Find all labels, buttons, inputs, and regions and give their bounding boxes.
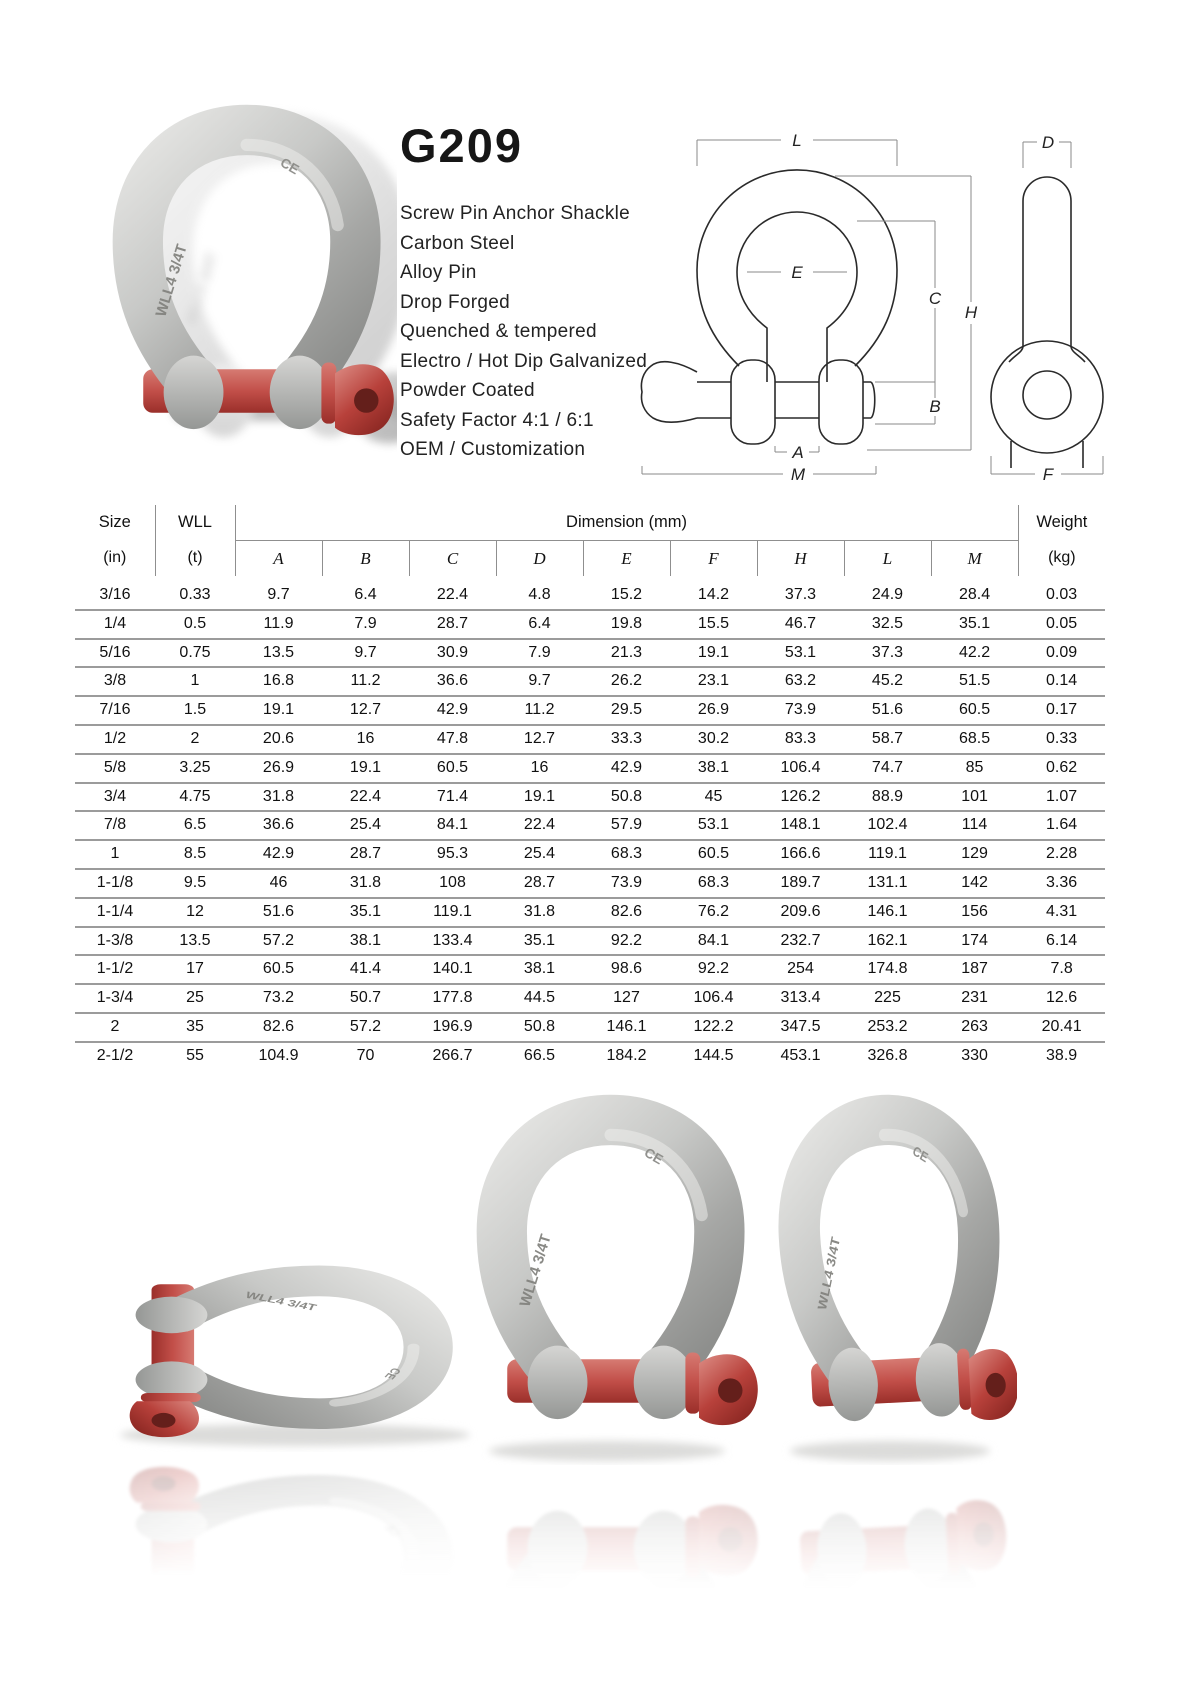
spec-cell: 126.2 — [757, 783, 844, 812]
spec-cell: 19.1 — [322, 754, 409, 783]
spec-cell: 146.1 — [583, 1013, 670, 1042]
contact-shadow — [790, 1441, 990, 1461]
spec-row — [75, 667, 1105, 696]
spec-cell: 82.6 — [583, 898, 670, 927]
spec-cell: 0.17 — [1018, 696, 1105, 725]
spec-row — [75, 754, 1105, 783]
spec-cell: 0.05 — [1018, 610, 1105, 639]
spec-cell: 119.1 — [844, 840, 931, 869]
spec-cell: 60.5 — [670, 840, 757, 869]
spec-cell: 9.7 — [322, 639, 409, 668]
spec-cell: 3/4 — [75, 783, 155, 812]
spec-cell: 177.8 — [409, 984, 496, 1013]
spec-cell: 1-1/8 — [75, 869, 155, 898]
spec-row — [75, 1013, 1105, 1042]
spec-cell: 68.5 — [931, 725, 1018, 754]
front-view-drawing — [635, 100, 985, 485]
spec-cell: 58.7 — [844, 725, 931, 754]
spec-cell: 0.14 — [1018, 667, 1105, 696]
spec-table — [75, 505, 1105, 1070]
spec-cell: 25 — [155, 984, 235, 1013]
spec-row — [75, 576, 1105, 610]
spec-cell: 1/2 — [75, 725, 155, 754]
col-dim-f: F — [670, 541, 757, 577]
spec-cell: 30.9 — [409, 639, 496, 668]
spec-cell: 37.3 — [784, 586, 817, 603]
dimension-lines — [642, 140, 971, 474]
spec-cell: 22.4 — [496, 811, 583, 840]
spec-cell: 60.5 — [931, 696, 1018, 725]
spec-cell: 0.62 — [1018, 754, 1105, 783]
spec-cell: 6.14 — [1018, 927, 1105, 956]
spec-row — [75, 725, 1105, 754]
spec-cell: 26.9 — [670, 696, 757, 725]
spec-cell: 2 — [75, 1013, 155, 1042]
spec-cell: 347.5 — [757, 1013, 844, 1042]
spec-cell: 225 — [844, 984, 931, 1013]
spec-cell: 95.3 — [409, 840, 496, 869]
spec-cell: 101 — [931, 783, 1018, 812]
spec-cell: 92.2 — [583, 927, 670, 956]
spec-cell: 156 — [931, 898, 1018, 927]
spec-cell: 0.33 — [1018, 725, 1105, 754]
spec-row — [75, 811, 1105, 840]
product-title: G209 — [400, 119, 523, 172]
spec-cell: 313.4 — [757, 984, 844, 1013]
feature-item: Electro / Hot Dip Galvanized — [400, 350, 648, 372]
spec-cell: 36.6 — [409, 667, 496, 696]
spec-cell: 4.31 — [1018, 898, 1105, 927]
spec-cell: 102.4 — [844, 811, 931, 840]
spec-cell: 76.2 — [670, 898, 757, 927]
spec-cell: 119.1 — [409, 898, 496, 927]
spec-cell: 254 — [757, 955, 844, 984]
spec-cell: 9.5 — [155, 869, 235, 898]
spec-cell: 45.2 — [844, 667, 931, 696]
spec-cell: 11.9 — [235, 610, 322, 639]
spec-cell: 7.9 — [496, 639, 583, 668]
dim-label-d: D — [1041, 133, 1055, 152]
spec-cell: 453.1 — [757, 1042, 844, 1070]
shackle-photo-front — [455, 1085, 765, 1465]
spec-cell: 35.1 — [931, 610, 1018, 639]
spec-cell: 0.5 — [155, 610, 235, 639]
spec-cell: 73.9 — [757, 696, 844, 725]
spec-cell: 66.5 — [496, 1042, 583, 1070]
spec-cell: 1-3/8 — [75, 927, 155, 956]
spec-cell: 21.3 — [583, 639, 670, 668]
spec-cell: 22.4 — [436, 586, 469, 603]
spec-cell: 68.3 — [583, 840, 670, 869]
gallery-photo-lying — [85, 1252, 485, 1652]
spec-cell: 50.8 — [496, 1013, 583, 1042]
spec-cell: 6.5 — [155, 811, 235, 840]
contact-shadow — [489, 1441, 725, 1461]
spec-cell: 25.4 — [322, 811, 409, 840]
spec-cell: 146.1 — [844, 898, 931, 927]
spec-cell: 60.5 — [235, 955, 322, 984]
spec-cell: 184.2 — [583, 1042, 670, 1070]
col-weight-unit: (kg) — [1018, 541, 1105, 577]
dim-label-b: B — [929, 397, 941, 416]
spec-cell: 174 — [931, 927, 1018, 956]
spec-cell: 0.03 — [1046, 586, 1078, 603]
spec-cell: 57.2 — [235, 927, 322, 956]
spec-cell: 60.5 — [409, 754, 496, 783]
spec-cell: 85 — [931, 754, 1018, 783]
spec-cell: 38.1 — [670, 754, 757, 783]
spec-cell: 16 — [496, 754, 583, 783]
spec-cell: 53.1 — [670, 811, 757, 840]
spec-row — [75, 898, 1105, 927]
spec-cell: 12 — [155, 898, 235, 927]
spec-cell: 1 — [75, 840, 155, 869]
feature-item: Quenched & tempered — [400, 321, 597, 342]
spec-cell: 32.5 — [844, 610, 931, 639]
spec-cell: 148.1 — [757, 811, 844, 840]
spec-cell: 84.1 — [670, 927, 757, 956]
spec-row — [75, 955, 1105, 984]
col-dim-h: H — [757, 541, 844, 577]
dim-label-a: A — [792, 443, 804, 462]
spec-cell: 51.5 — [931, 667, 1018, 696]
spec-cell: 2 — [155, 725, 235, 754]
spec-cell: 51.6 — [235, 898, 322, 927]
feature-item: Screw Pin Anchor Shackle — [400, 203, 631, 224]
spec-cell: 15.2 — [610, 586, 643, 603]
shackle-photo-lying — [85, 1252, 485, 1452]
spec-cell: 55 — [155, 1042, 235, 1070]
col-dimension-group: Dimension (mm) — [235, 505, 1018, 541]
spec-cell: 68.3 — [670, 869, 757, 898]
col-size: Size — [75, 505, 155, 541]
spec-cell: 106.4 — [670, 984, 757, 1013]
spec-cell: 7.9 — [322, 610, 409, 639]
dim-label-h: H — [964, 303, 978, 322]
spec-cell: 98.6 — [583, 955, 670, 984]
spec-cell: 20.41 — [1018, 1013, 1105, 1042]
spec-cell: 35.1 — [496, 927, 583, 956]
spec-cell: 9.7 — [267, 586, 290, 603]
spec-row — [75, 927, 1105, 956]
spec-cell: 196.9 — [409, 1013, 496, 1042]
spec-cell: 187 — [931, 955, 1018, 984]
spec-cell: 129 — [931, 840, 1018, 869]
front-outline — [641, 170, 897, 444]
col-weight: Weight — [1018, 505, 1105, 541]
spec-cell: 11.2 — [322, 667, 409, 696]
spec-cell: 15.5 — [670, 610, 757, 639]
spec-cell: 70 — [322, 1042, 409, 1070]
col-wll: WLL — [155, 505, 235, 541]
spec-cell: 0.33 — [179, 586, 211, 603]
spec-cell: 16 — [322, 725, 409, 754]
spec-cell: 133.4 — [409, 927, 496, 956]
spec-cell: 232.7 — [757, 927, 844, 956]
spec-cell: 38.9 — [1018, 1042, 1105, 1070]
col-dim-l: L — [844, 541, 931, 577]
feature-item: Drop Forged — [400, 291, 510, 313]
spec-cell: 12.7 — [322, 696, 409, 725]
spec-cell: 37.3 — [844, 639, 931, 668]
spec-cell: 1-1/2 — [75, 955, 155, 984]
feature-list — [400, 199, 650, 465]
col-dim-a: A — [235, 541, 322, 577]
spec-cell: 108 — [409, 869, 496, 898]
spec-cell: 71.4 — [409, 783, 496, 812]
spec-cell: 209.6 — [757, 898, 844, 927]
spec-cell: 12.6 — [1018, 984, 1105, 1013]
spec-table-section — [75, 505, 1105, 1070]
header-row-groups — [75, 505, 1105, 541]
reflection-front — [455, 1465, 765, 1665]
spec-cell: 28.7 — [409, 610, 496, 639]
spec-cell: 38.1 — [496, 955, 583, 984]
spec-cell: 266.7 — [409, 1042, 496, 1070]
gallery-photo-angled — [762, 1085, 1017, 1665]
spec-cell: 42.9 — [235, 840, 322, 869]
dim-label-m: M — [790, 465, 806, 484]
spec-row — [75, 1042, 1105, 1070]
spec-cell: 142 — [931, 869, 1018, 898]
spec-cell: 74.7 — [844, 754, 931, 783]
header-row-units — [75, 541, 1105, 577]
spec-cell: 41.4 — [322, 955, 409, 984]
feature-item: Alloy Pin — [400, 262, 477, 283]
spec-cell: 57.9 — [583, 811, 670, 840]
spec-cell: 1 — [155, 667, 235, 696]
spec-cell: 35.1 — [322, 898, 409, 927]
spec-cell: 3.25 — [155, 754, 235, 783]
col-dim-m: M — [967, 548, 982, 568]
spec-cell: 1-1/4 — [75, 898, 155, 927]
spec-cell: 16.8 — [235, 667, 322, 696]
spec-cell: 5/16 — [75, 639, 155, 668]
spec-table-body — [75, 576, 1105, 1070]
dim-label-c: C — [928, 289, 942, 308]
spec-cell: 53.1 — [757, 639, 844, 668]
spec-cell: 24.9 — [871, 586, 904, 603]
spec-cell: 6.4 — [496, 610, 583, 639]
spec-cell: 23.1 — [670, 667, 757, 696]
spec-cell: 19.1 — [235, 696, 322, 725]
col-dim-b: B — [322, 541, 409, 577]
spec-cell: 6.4 — [354, 586, 377, 603]
spec-row — [75, 639, 1105, 668]
spec-cell: 26.2 — [583, 667, 670, 696]
spec-cell: 4.8 — [528, 586, 551, 603]
gallery-photo-front — [455, 1085, 765, 1665]
spec-cell: 17 — [155, 955, 235, 984]
spec-cell: 31.8 — [496, 898, 583, 927]
spec-cell: 330 — [931, 1042, 1018, 1070]
spec-row — [75, 696, 1105, 725]
side-outline — [991, 177, 1103, 468]
product-photo-main — [85, 92, 397, 474]
spec-cell: 22.4 — [322, 783, 409, 812]
spec-cell: 25.4 — [496, 840, 583, 869]
spec-cell: 19.1 — [496, 783, 583, 812]
spec-cell: 3/16 — [99, 586, 131, 603]
spec-cell: 28.7 — [322, 840, 409, 869]
side-dimension-lines — [991, 142, 1103, 474]
spec-cell: 26.9 — [235, 754, 322, 783]
spec-cell: 0.09 — [1018, 639, 1105, 668]
spec-cell: 92.2 — [670, 955, 757, 984]
spec-cell: 20.6 — [235, 725, 322, 754]
spec-cell: 12.7 — [496, 725, 583, 754]
spec-cell: 131.1 — [844, 869, 931, 898]
spec-cell: 11.2 — [496, 696, 583, 725]
feature-item: OEM / Customization — [400, 439, 586, 460]
spec-cell: 127 — [583, 984, 670, 1013]
spec-cell: 3.36 — [1018, 869, 1105, 898]
spec-cell: 162.1 — [844, 927, 931, 956]
spec-cell: 0.75 — [155, 639, 235, 668]
pin-head-outline — [641, 362, 697, 422]
spec-cell: 3/8 — [75, 667, 155, 696]
spec-row — [75, 984, 1105, 1013]
shackle-photo-angled — [762, 1085, 1017, 1465]
spec-cell: 1-3/4 — [75, 984, 155, 1013]
dim-label-f: F — [1042, 465, 1054, 484]
spec-cell: 38.1 — [322, 927, 409, 956]
spec-cell: 19.8 — [583, 610, 670, 639]
spec-cell: 1/4 — [75, 610, 155, 639]
spec-cell: 42.9 — [409, 696, 496, 725]
spec-cell: 13.5 — [235, 639, 322, 668]
spec-cell: 9.7 — [496, 667, 583, 696]
spec-row — [75, 610, 1105, 639]
spec-cell: 46.7 — [757, 610, 844, 639]
spec-row — [75, 869, 1105, 898]
feature-item: Carbon Steel — [400, 232, 515, 254]
side-view-drawing — [985, 100, 1120, 485]
spec-table-head — [75, 505, 1105, 576]
spec-cell: 35 — [155, 1013, 235, 1042]
spec-cell: 144.5 — [670, 1042, 757, 1070]
spec-cell: 253.2 — [844, 1013, 931, 1042]
spec-cell: 33.3 — [583, 725, 670, 754]
spec-cell: 166.6 — [757, 840, 844, 869]
col-dim-e: E — [583, 541, 670, 577]
spec-cell: 5/8 — [75, 754, 155, 783]
spec-cell: 63.2 — [757, 667, 844, 696]
spec-cell: 4.75 — [155, 783, 235, 812]
spec-cell: 31.8 — [235, 783, 322, 812]
spec-cell: 84.1 — [409, 811, 496, 840]
col-size-unit: (in) — [75, 541, 155, 577]
reflection-angled — [762, 1465, 1017, 1665]
spec-cell: 47.8 — [409, 725, 496, 754]
spec-cell: 50.7 — [322, 984, 409, 1013]
spec-cell: 88.9 — [844, 783, 931, 812]
spec-cell: 189.7 — [757, 869, 844, 898]
spec-cell: 28.7 — [496, 869, 583, 898]
spec-cell: 42.2 — [931, 639, 1018, 668]
col-wll-unit: (t) — [155, 541, 235, 577]
spec-cell: 7/16 — [75, 696, 155, 725]
spec-cell: 13.5 — [155, 927, 235, 956]
spec-cell: 1.5 — [155, 696, 235, 725]
spec-row — [75, 840, 1105, 869]
spec-cell: 82.6 — [235, 1013, 322, 1042]
spec-cell: 104.9 — [235, 1042, 322, 1070]
spec-cell: 29.5 — [583, 696, 670, 725]
spec-cell: 50.8 — [583, 783, 670, 812]
spec-row — [75, 783, 1105, 812]
spec-cell: 45 — [670, 783, 757, 812]
feature-item: Safety Factor 4:1 / 6:1 — [400, 409, 594, 431]
spec-cell: 1.64 — [1018, 811, 1105, 840]
spec-cell: 114 — [931, 811, 1018, 840]
spec-cell: 7.8 — [1018, 955, 1105, 984]
spec-cell: 73.9 — [583, 869, 670, 898]
spec-cell: 42.9 — [583, 754, 670, 783]
col-dim-c: C — [409, 541, 496, 577]
dim-label-e: E — [791, 263, 803, 282]
spec-cell: 31.8 — [322, 869, 409, 898]
spec-cell: 28.4 — [958, 586, 991, 603]
spec-cell: 174.8 — [844, 955, 931, 984]
spec-cell: 73.2 — [235, 984, 322, 1013]
spec-cell: 36.6 — [235, 811, 322, 840]
spec-cell: 46 — [235, 869, 322, 898]
spec-cell: 140.1 — [409, 955, 496, 984]
spec-cell: 57.2 — [322, 1013, 409, 1042]
spec-cell: 1.07 — [1018, 783, 1105, 812]
spec-cell: 19.1 — [670, 639, 757, 668]
spec-cell: 44.5 — [496, 984, 583, 1013]
spec-cell: 14.2 — [697, 586, 730, 603]
feature-item: Powder Coated — [400, 380, 535, 401]
spec-cell: 7/8 — [75, 811, 155, 840]
spec-cell: 83.3 — [757, 725, 844, 754]
reflection-lying — [85, 1452, 485, 1652]
spec-cell: 2-1/2 — [75, 1042, 155, 1070]
spec-cell: 263 — [931, 1013, 1018, 1042]
spec-cell: 8.5 — [155, 840, 235, 869]
spec-cell: 326.8 — [844, 1042, 931, 1070]
col-dim-d: D — [496, 541, 583, 577]
spec-cell: 231 — [931, 984, 1018, 1013]
spec-cell: 122.2 — [670, 1013, 757, 1042]
spec-cell: 30.2 — [670, 725, 757, 754]
spec-cell: 2.28 — [1018, 840, 1105, 869]
dim-label-l: L — [792, 131, 802, 150]
spec-cell: 106.4 — [757, 754, 844, 783]
spec-cell: 51.6 — [844, 696, 931, 725]
